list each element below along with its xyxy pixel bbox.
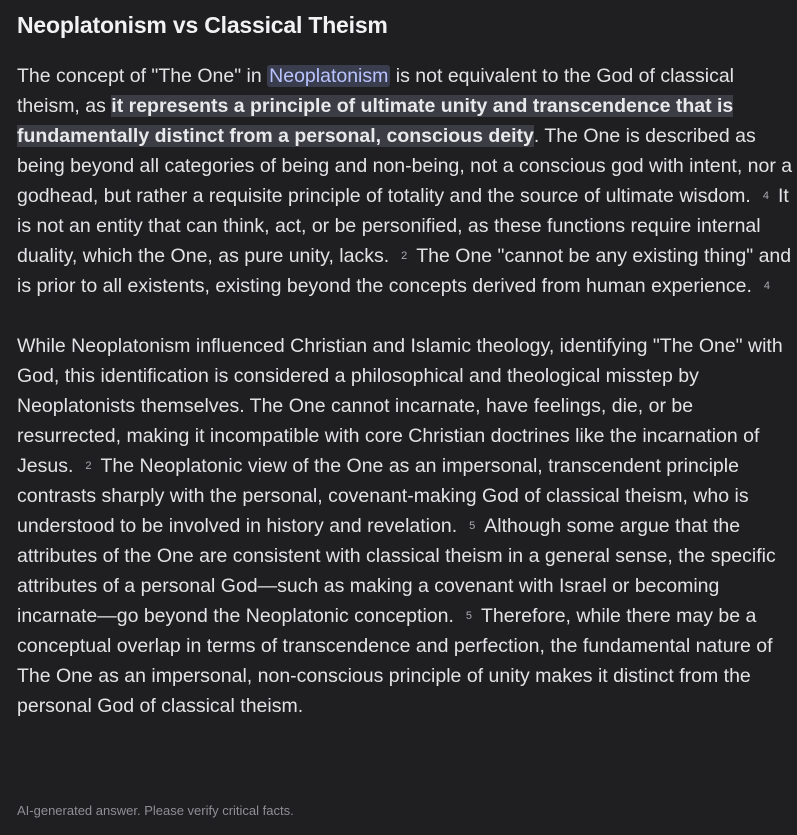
answer-title: Neoplatonism vs Classical Theism <box>17 12 388 38</box>
paragraph-text: While Neoplatonism influenced Christian and Islamic theology, identifying "The One" with God, this identification is considered a philosophical and theological misstep by Neoplatonists themselves. The One cannot incarnate, have feelings, die, or be resurrected, making it incompatible with core Christian doctrines like the incarnation of Jesus. <box>17 335 783 477</box>
paragraph-text: The Neoplatonic view of the One as an impersonal, transcendent principle contrasts sharply with the personal, covenant-making God of classical theism, who is understood to be involved in history and revelation. <box>17 455 749 537</box>
highlighted-text: it represents a principle of ultimate unity and transcendence that is fundamentally distinct from a personal, conscious deity <box>17 95 734 147</box>
paragraph-text: . The One is described as being beyond all categories of being and non-being, not a conscious god with intent, nor a godhead, but rather a requisite principle of totality and the source of ultimate wisdom. <box>17 125 793 207</box>
paragraph-text: is not equivalent to the God of classical theism, as <box>17 65 735 117</box>
citation-marker[interactable]: 4 <box>763 280 771 292</box>
neoplatonism-link[interactable]: Neoplatonism <box>269 65 389 87</box>
paragraph-text: Although some argue that the attributes of the One are consistent with classical theism in a general sense, the specific attributes of a personal God—such as making a covenant with Israel or becoming incarnate—go beyond the Neoplatonic conception. <box>17 515 776 627</box>
paragraph-text: Therefore, while there may be a conceptual overlap in terms of transcendence and perfection, the fundamental nature of The One as an impersonal, non-conscious principle of unity makes it distinct from the personal God of classical theism. <box>17 605 773 717</box>
answer-paragraph-1 <box>17 61 797 301</box>
ai-disclaimer: AI-generated answer. Please verify critical facts. <box>17 803 294 818</box>
answer-paragraph-2 <box>17 331 797 721</box>
citation-marker[interactable]: 5 <box>465 610 473 622</box>
citation-marker[interactable]: 2 <box>85 460 92 472</box>
citation-marker[interactable]: 4 <box>762 190 769 202</box>
paragraph-text: The One "cannot be any existing thing" and is prior to all existents, existing beyond the concepts derived from human experience. <box>17 245 792 297</box>
citation-marker[interactable]: 5 <box>469 520 476 532</box>
paragraph-text: The concept of "The One" in <box>17 65 268 87</box>
citation-marker[interactable]: 2 <box>401 250 408 262</box>
paragraph-text: It is not an entity that can think, act, or be personified, as these functions require internal duality, which the One, as pure unity, lacks. <box>17 185 789 267</box>
